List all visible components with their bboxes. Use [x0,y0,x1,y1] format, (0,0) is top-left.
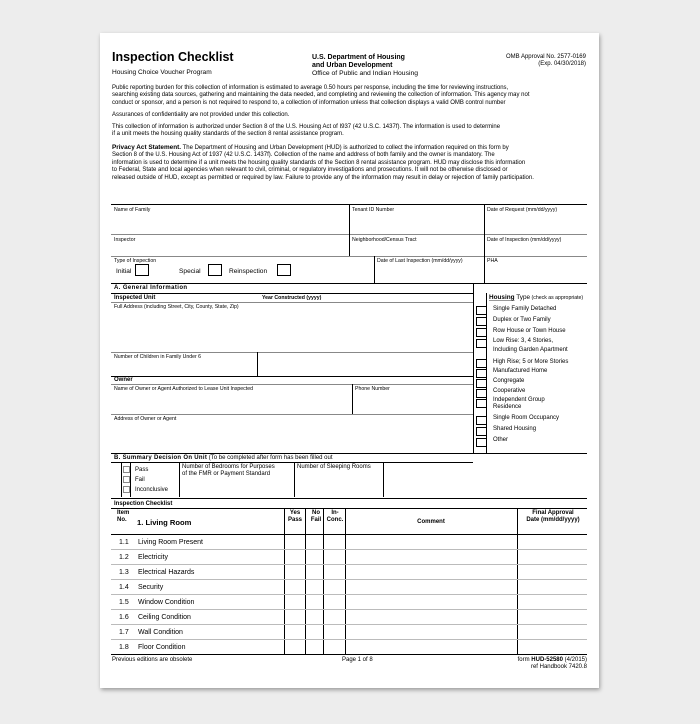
item-number: 1.7 [119,629,129,636]
type-manufactured-home: Manufactured Home [493,368,548,374]
col-yes-pass: Yes Pass [287,510,302,523]
obsolete-note: Previous editions are obsolete [112,657,193,663]
type-of-inspection-label: Type of Inspection [114,258,157,264]
col-item-no: Item No. [117,510,130,523]
no-fail-cell[interactable] [305,565,323,579]
col-no-fail: No Fail [310,510,322,523]
burden-line-2: searching existing data sources, gathering and maintaining the data needed, and completing and reviewing the collection of information. This agency may not [112,92,530,99]
no-fail-cell[interactable] [305,550,323,564]
no-fail-cell[interactable] [305,580,323,594]
inconclusive-cell[interactable] [323,565,345,579]
inconclusive-cell[interactable] [323,610,345,624]
program-name: Housing Choice Voucher Program [112,69,212,76]
divider [111,283,587,284]
other-checkbox[interactable] [476,438,487,447]
section-a-title: A. General Information [114,285,188,291]
divider [111,654,587,655]
item-label: Electricity [138,554,168,561]
privacy-line-3: information is used to determine if a unit meets the housing quality standards of the Section 8 rental assistance program. HUD may disclose this information [112,159,526,166]
comment-cell[interactable] [345,640,517,654]
type-congregate: Congregate [493,378,525,384]
reinspection-label: Reinspection [229,268,268,275]
inspector-field[interactable]: Inspector [114,237,136,243]
privacy-label: Privacy Act Statement. [112,144,182,151]
reinspection-checkbox[interactable] [277,264,291,276]
item-label: Ceiling Condition [138,614,191,621]
phone-number-field[interactable]: Phone Number [355,386,390,392]
checklist-title: Inspection Checklist [114,501,173,507]
no-fail-cell[interactable] [305,535,323,549]
omb-expiry: (Exp. 04/30/2018) [538,61,586,68]
high-rise-checkbox[interactable] [476,359,487,368]
col-final-approval: Final Approval Date (mm/dd/yyyy) [526,510,580,523]
inconclusive-cell[interactable] [323,640,345,654]
type-cooperative: Cooperative [493,388,526,394]
privacy-line-4: to Federal, State and local agencies when relevant to civil, criminal, or regulatory investigations and prosecutions. It will not be otherwise disclosed or [112,167,508,174]
item-label: Floor Condition [138,644,186,651]
type-high-rise: High Rise; 5 or More Stories [493,359,569,365]
final-approval-cell[interactable] [517,580,587,594]
yes-pass-cell[interactable] [284,535,305,549]
type-shared-housing: Shared Housing [493,426,537,432]
item-label: Living Room Present [138,539,203,546]
item-label: Security [138,584,164,591]
privacy-line-1: The Department of Housing and Urban Development (HUD) is authorized to collect the information required on this form by [181,145,509,151]
type-single-room: Single Room Occupancy [493,415,560,421]
department-block [312,54,418,78]
inconclusive-cell[interactable] [323,595,345,609]
special-label: Special [179,268,201,275]
yes-pass-cell[interactable] [284,640,305,654]
col-in-conc: In- Conc. [326,510,344,523]
page-number: Page 1 of 8 [342,657,373,663]
yes-pass-cell[interactable] [284,595,305,609]
no-fail-cell[interactable] [305,640,323,654]
item-number: 1.5 [119,599,129,606]
pass-label: Pass [135,467,149,473]
yes-pass-cell[interactable] [284,565,305,579]
privacy-line-5: released outside of HUD, except as permitted or required by law. Failure to provide any of the information may result in delay or rejection of family participation. [112,174,534,181]
confidentiality-note: Assurances of confidentiality are not provided under this collection. [112,112,290,118]
final-approval-cell[interactable] [517,535,587,549]
handbook-ref: ref Handbook 7420.8 [530,664,587,671]
independent-group-checkbox[interactable] [476,399,487,408]
no-fail-cell[interactable] [305,625,323,639]
burden-line-1: Public reporting burden for this collection of information is estimated to average 0.50 hours per response, including the time for reviewing instructions, [112,85,509,91]
housing-type-heading: Housing Type (check as appropriate) [489,294,584,301]
decision-options [135,466,168,495]
burden-line-3: conduct or sponsor, and a person is not required to respond to, a collection of information unless that collection displays a valid OMB control number [112,99,506,106]
pass-checkbox[interactable] [123,466,130,473]
comment-cell[interactable] [345,625,517,639]
final-approval-cell[interactable] [517,550,587,564]
item-number: 1.8 [119,644,129,651]
owner-name-field[interactable]: Name of Owner or Agent Authorized to Lease Unit Inspected [114,386,253,392]
date-of-request-field[interactable]: Date of Request (mm/dd/yyyy) [487,207,558,213]
name-of-family-field[interactable]: Name of Family [114,207,151,213]
omb-number: OMB Approval No. 2577-0169 [505,54,586,60]
final-approval-cell[interactable] [517,640,587,654]
authority-statement [112,124,500,139]
owner-address-field[interactable]: Address of Owner or Agent [114,416,177,422]
form-title: Inspection Checklist [112,50,234,64]
divider [111,498,587,499]
yes-pass-cell[interactable] [284,625,305,639]
section-living-room: 1. Living Room [137,518,192,527]
type-row-house: Row House or Town House [493,328,566,334]
burden-statement [112,85,590,107]
form-identifier: form HUD-52580 (4/2015) ref Handbook 7420.8 [517,657,587,671]
final-approval-cell[interactable] [517,595,587,609]
dept-line-1: U.S. Department of Housing [312,54,405,61]
comment-cell[interactable] [345,565,517,579]
item-number: 1.3 [119,569,129,576]
table-row [111,550,587,565]
fail-checkbox[interactable] [123,476,130,483]
inconclusive-label: Inconclusive [135,486,169,493]
comment-cell[interactable] [345,595,517,609]
date-of-inspection-field[interactable]: Date of Inspection (mm/dd/yyyy) [487,237,562,243]
final-approval-cell[interactable] [517,610,587,624]
inconclusive-cell[interactable] [323,550,345,564]
bedrooms-field[interactable]: Number of Bedrooms for Purposes of the FMR or Payment Standard [182,464,275,478]
initial-checkbox[interactable] [135,264,149,276]
single-room-checkbox[interactable] [476,416,487,425]
pha-field[interactable]: PHA [487,258,498,264]
comment-cell[interactable] [345,535,517,549]
congregate-checkbox[interactable] [476,379,487,388]
inconclusive-checkbox[interactable] [123,486,130,493]
cooperative-checkbox[interactable] [476,389,487,398]
table-row [111,640,587,655]
year-constructed-field[interactable]: Year Constructed (yyyy) [262,295,322,301]
authority-line-2: if a unit meets the housing quality standards of the section 8 rental assistance program. [112,131,344,138]
dept-line-2: and Urban Development [312,61,393,69]
item-number: 1.4 [119,584,129,591]
tenant-id-field[interactable]: Tenant ID Number [352,207,395,213]
type-single-family: Single Family Detached [493,306,557,312]
yes-pass-cell[interactable] [284,550,305,564]
full-address-field[interactable]: Full Address (including Street, City, County, State, Zip) [114,304,239,310]
neighborhood-field[interactable]: Neighborhood/Census Tract [352,237,417,243]
yes-pass-cell[interactable] [284,610,305,624]
final-approval-cell[interactable] [517,565,587,579]
table-row [111,565,587,580]
inspected-unit-label: Inspected Unit [114,295,156,301]
manufactured-home-checkbox[interactable] [476,369,487,378]
item-number: 1.6 [119,614,129,621]
section-b-title: B. Summary Decision On Unit (To be completed after form has been filled out [114,455,333,461]
no-fail-cell[interactable] [305,595,323,609]
initial-label: Initial [116,268,132,275]
special-checkbox[interactable] [208,264,222,276]
duplex-checkbox[interactable] [476,317,487,326]
comment-cell[interactable] [345,580,517,594]
table-row [111,610,587,625]
yes-pass-cell[interactable] [284,580,305,594]
item-number: 1.1 [119,539,129,546]
inconclusive-cell[interactable] [323,580,345,594]
privacy-line-2: Section 8 of the U.S. Housing Act of 1937 (42 U.S.C. 1437f). Collection of the name and address of both family and the owner is mandatory. The [112,152,495,159]
type-other: Other [493,437,509,443]
owner-label: Owner [114,377,133,383]
table-row [111,625,587,640]
row-house-checkbox[interactable] [476,328,487,337]
item-label: Electrical Hazards [138,569,195,576]
table-row [111,595,587,610]
low-rise-checkbox[interactable] [476,339,487,348]
type-duplex: Duplex or Two Family [493,317,551,323]
final-approval-cell[interactable] [517,625,587,639]
comment-cell[interactable] [345,610,517,624]
inconclusive-cell[interactable] [323,535,345,549]
form-page [100,33,599,688]
inconclusive-cell[interactable] [323,625,345,639]
divider [111,453,587,454]
type-independent-group: Independent Group Residence [493,397,545,411]
date-last-inspection-field[interactable]: Date of Last Inspection (mm/dd/yyyy) [377,258,463,264]
item-label: Window Condition [138,599,195,606]
col-comment: Comment [417,519,445,525]
dept-line-3: Office of Public and Indian Housing [312,70,419,78]
no-fail-cell[interactable] [305,610,323,624]
shared-housing-checkbox[interactable] [476,427,487,436]
fail-label: Fail [135,476,145,483]
children-under-6-field[interactable]: Number of Children in Family Under 6 [114,354,202,360]
comment-cell[interactable] [345,550,517,564]
single-family-checkbox[interactable] [476,306,487,315]
table-row [111,580,587,595]
table-row [111,535,587,550]
privacy-statement [112,144,534,182]
sleeping-rooms-field[interactable]: Number of Sleeping Rooms [297,464,371,470]
item-number: 1.2 [119,554,129,561]
item-label: Wall Condition [138,629,183,636]
omb-block [506,54,586,69]
type-low-rise: Low Rise: 3, 4 Stories, Including Garden Apartment [493,338,568,353]
authority-line-1: This collection of information is authorized under Section 8 of the U.S. Housing Act of I937 (42 U.S.C. 1437f). The information is used to determine [112,124,501,130]
